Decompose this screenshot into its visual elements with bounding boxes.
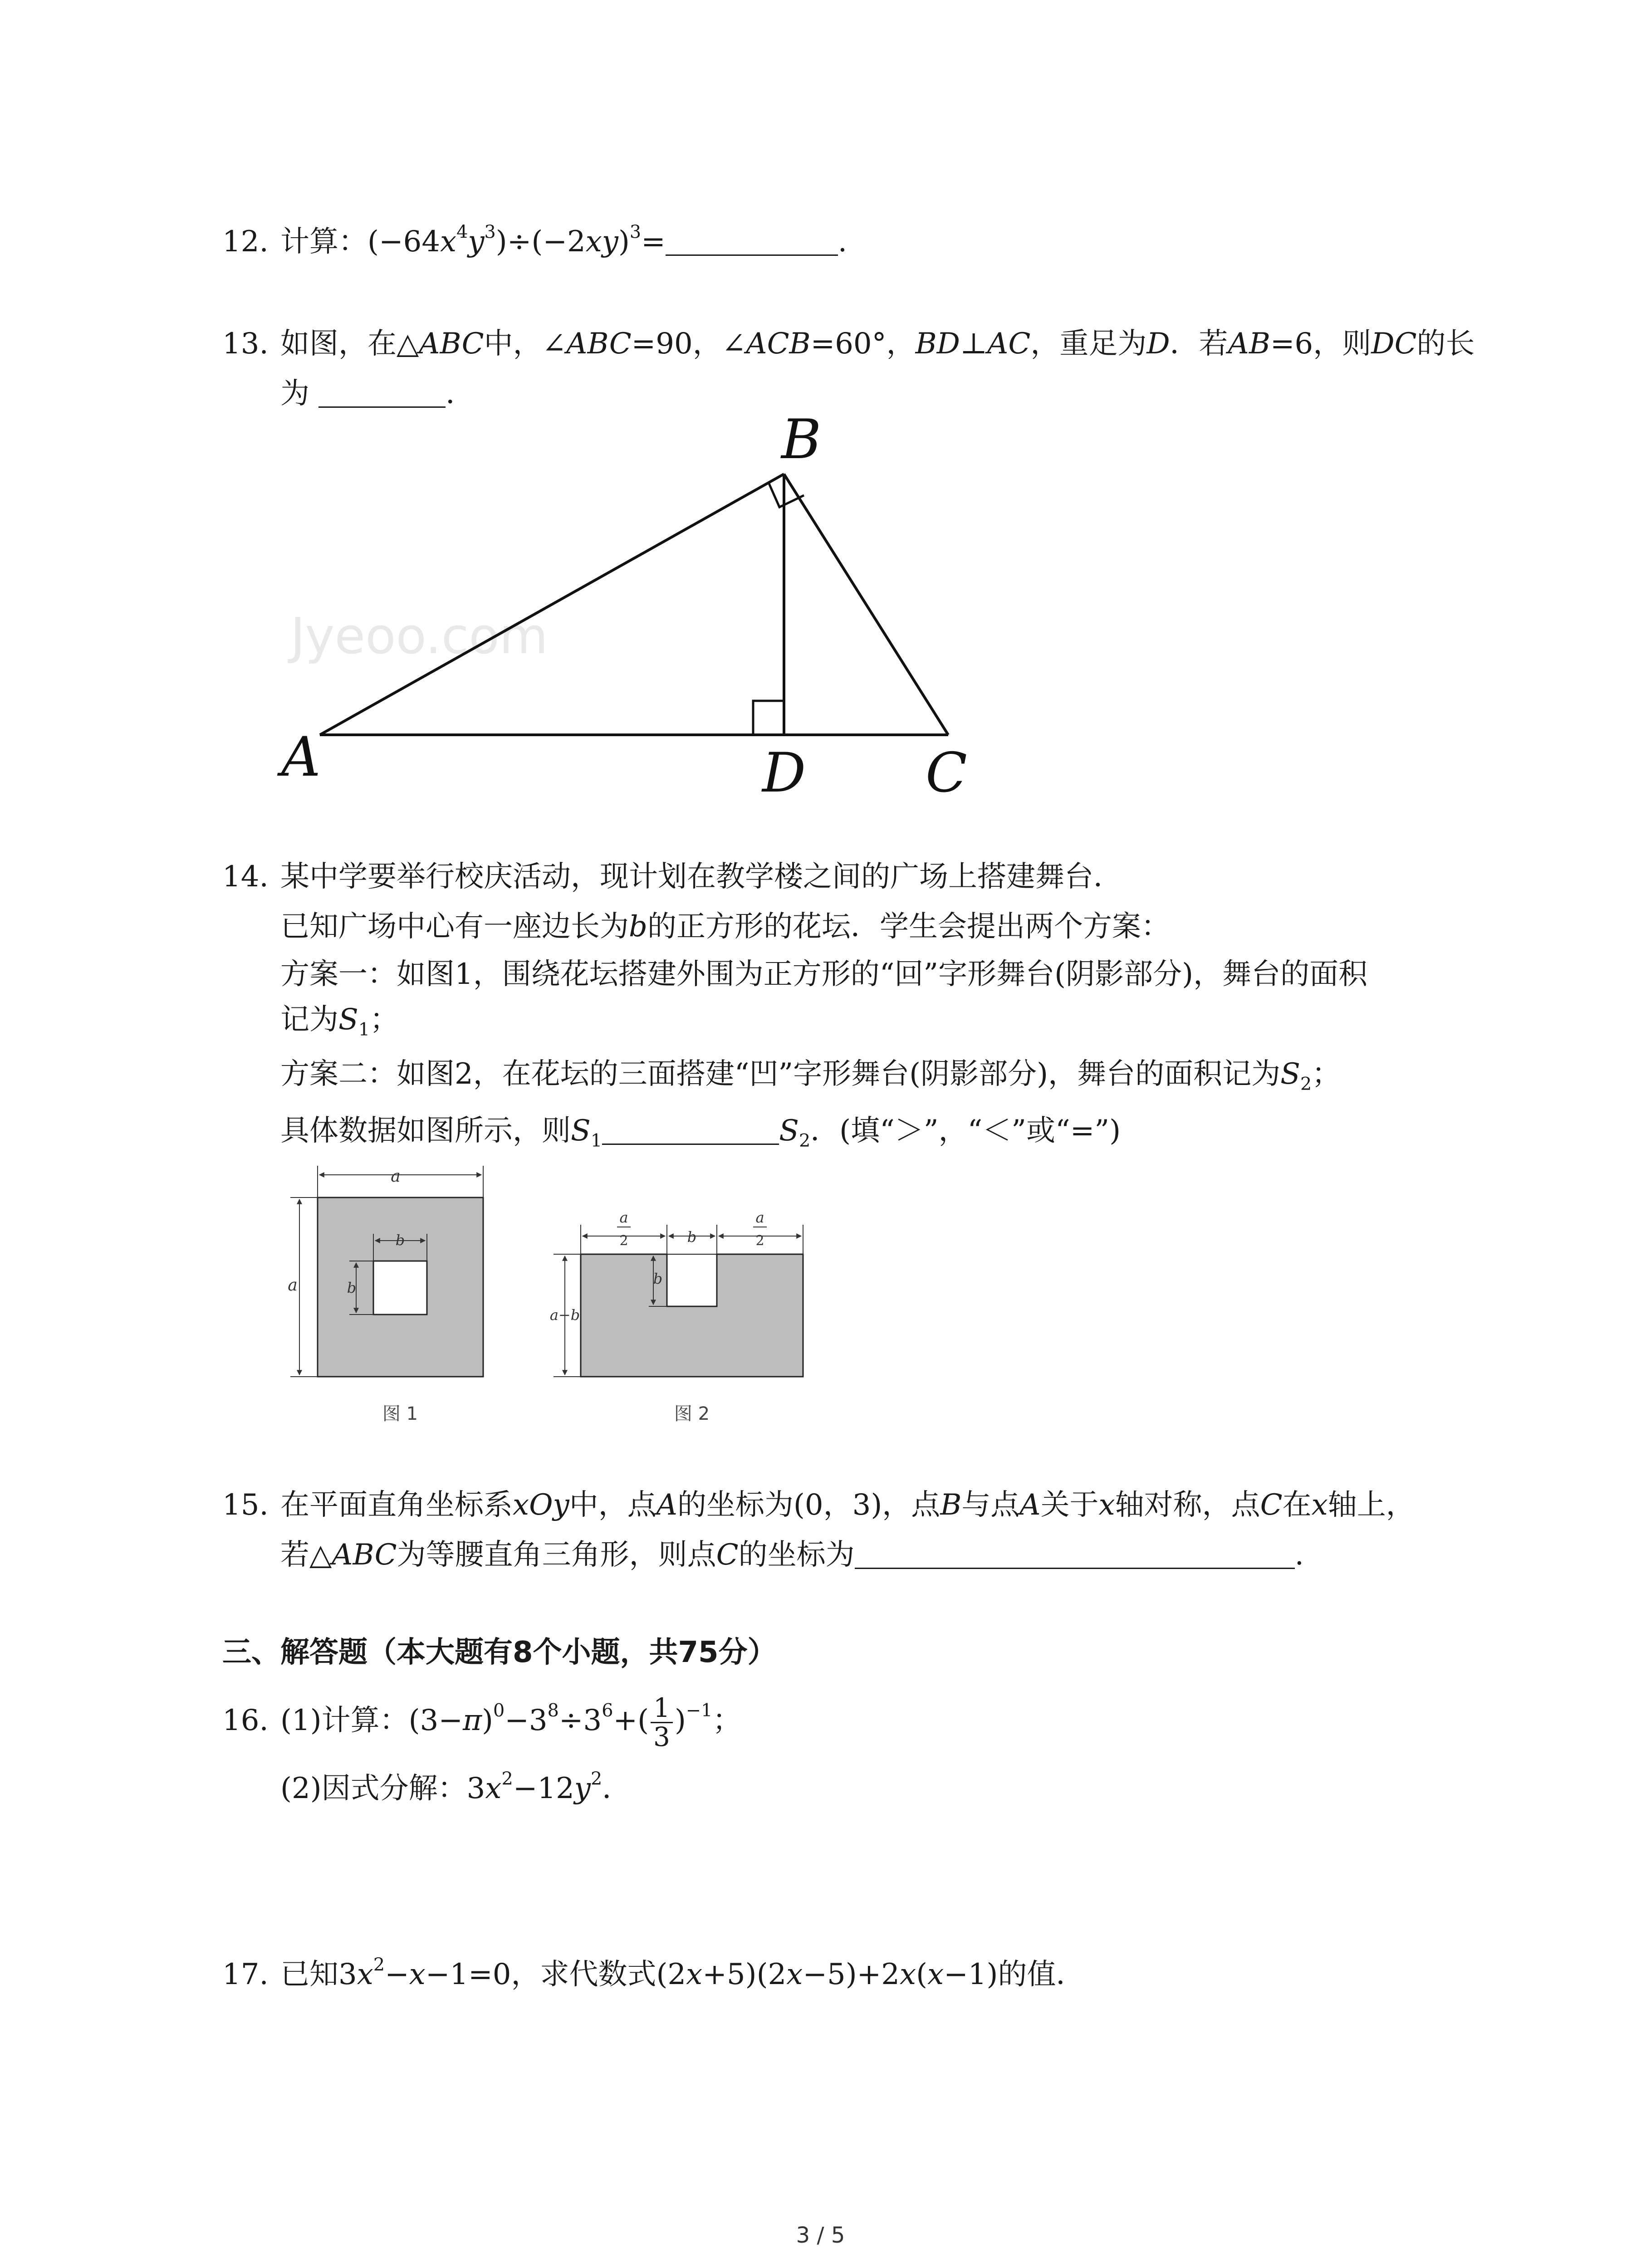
caption-1: 图 1 bbox=[382, 1403, 418, 1424]
dim-a-den-right: 2 bbox=[755, 1233, 764, 1249]
label-C: C bbox=[926, 742, 967, 805]
question-number: 13. bbox=[222, 327, 269, 361]
dim-a-den-left: 2 bbox=[619, 1233, 628, 1249]
question-14-line3: 方案一：如图1，围绕花坛搭建外围为正方形的“回”字形舞台(阴影部分)，舞台的面积 bbox=[280, 958, 1368, 991]
dim-a-top: a bbox=[391, 1167, 401, 1186]
question-12: 12. 计算：$(-64x^4y^3)\div(-2xy)^3=$ . bbox=[222, 221, 847, 259]
dim-b-left: b bbox=[653, 1270, 663, 1287]
question-13-line1: 13. 如图，在△ABC中，∠ABC=90，∠ACB=60°，BD⊥AC，重足为D．若AB=6，则DC的长 bbox=[222, 327, 1475, 361]
caption-2: 图 2 bbox=[674, 1403, 710, 1424]
question-number: 17. bbox=[222, 1958, 269, 1991]
question-number: 15. bbox=[222, 1488, 269, 1522]
dim-b-left: b bbox=[347, 1279, 357, 1296]
question-14-line5: 方案二：如图2，在花坛的三面搭建“凹”字形舞台(阴影部分)，舞台的面积记为$S_2$； bbox=[280, 1057, 1341, 1095]
page-number: 3 / 5 bbox=[796, 2223, 845, 2248]
question-13-line2: 为 ． bbox=[280, 377, 475, 411]
answer-blank[interactable] bbox=[855, 1541, 1295, 1569]
question-number: 16. bbox=[222, 1703, 269, 1737]
question-14-line1: 14. 某中学要举行校庆活动，现计划在教学楼之间的广场上搭建舞台． bbox=[222, 860, 1122, 894]
question-17: 17. 已知$3x^2-x-1=0$，求代数式(2x+5)(2x−5)+2x(x−1)的值． bbox=[222, 1954, 1085, 1991]
dim-b-top: b bbox=[395, 1232, 405, 1249]
question-15-line1: 15. 在平面直角坐标系xOy中，点A的坐标为(0，3)，点B与点A关于x轴对称，点C在x轴上， bbox=[222, 1488, 1415, 1522]
question-number: 14. bbox=[222, 860, 269, 894]
question-16-part1: 16. (1)计算：$(3-\pi)^0-3^8\div 3^6+$( $\frac{1}{3}$ )$^{-1}$； bbox=[222, 1692, 742, 1752]
label-A: A bbox=[281, 726, 321, 789]
section-3-heading: 三、解答题（本大题有8个小题，共75分） bbox=[222, 1636, 777, 1669]
question-14-line6: 具体数据如图所示，则$S_1$ $S_2$．(填“＞”，“＜”或“=”) bbox=[280, 1114, 1121, 1151]
dim-a-num-left: a bbox=[619, 1209, 628, 1226]
watermark: Jyeoo.com bbox=[290, 607, 548, 665]
dim-b-top: b bbox=[687, 1228, 697, 1246]
question-14-line2: 已知广场中心有一座边长为b的正方形的花坛．学生会提出两个方案： bbox=[280, 910, 1170, 943]
question-15-line2: 若△ABC为等腰直角三角形，则点C的坐标为 . bbox=[280, 1538, 1304, 1572]
figure-1 bbox=[288, 1166, 483, 1424]
dim-a-left: a bbox=[288, 1276, 298, 1295]
figure-2 bbox=[550, 1209, 803, 1424]
question-16-part2: (2)因式分解：$3x^2-12y^2$． bbox=[280, 1768, 632, 1805]
dim-a-num-right: a bbox=[755, 1209, 764, 1226]
dim-a-minus-b: a−b bbox=[549, 1306, 580, 1324]
question-14-line4: 记为$S_1$； bbox=[280, 1003, 399, 1040]
label-B: B bbox=[781, 408, 822, 471]
fraction-one-third: $\frac{1}{3}$ bbox=[651, 1694, 673, 1751]
label-D: D bbox=[762, 742, 806, 805]
question-number: 12. bbox=[222, 225, 269, 259]
